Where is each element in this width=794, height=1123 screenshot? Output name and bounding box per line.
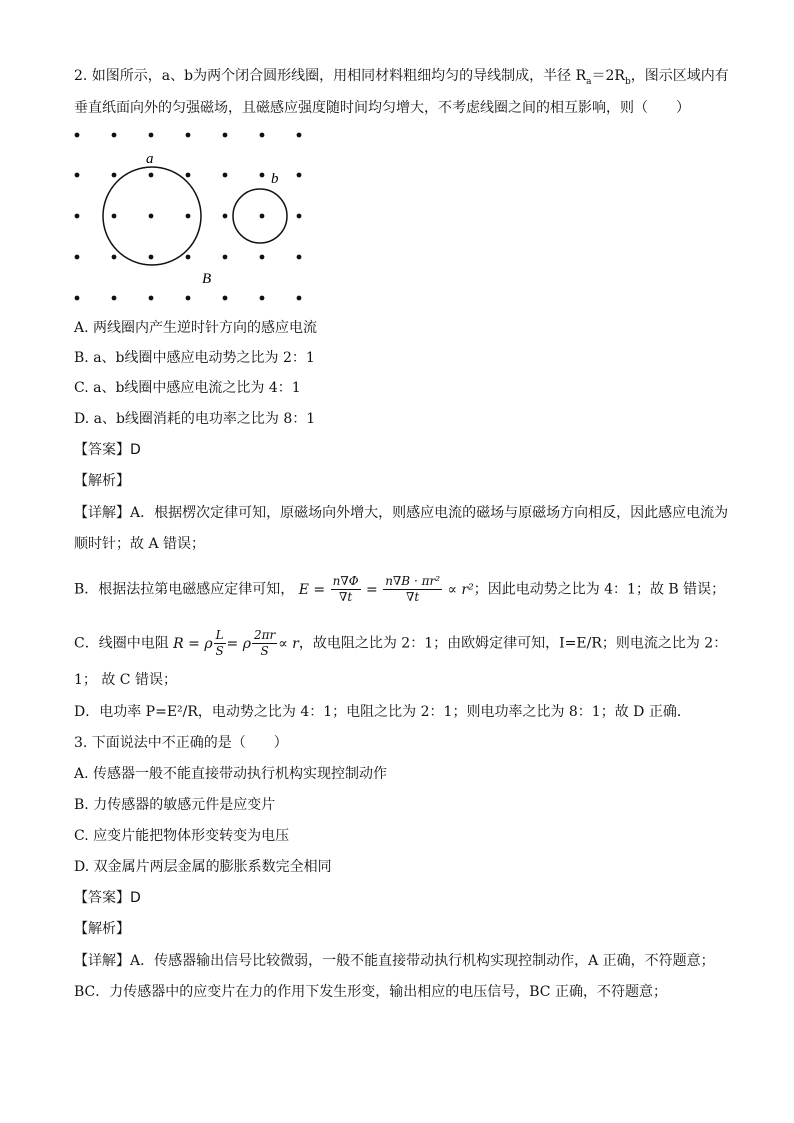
q3-stem: 3. 下面说法中不正确的是（ ） <box>74 735 288 751</box>
field-dot <box>149 296 154 301</box>
field-dot <box>297 173 302 178</box>
field-dot <box>223 296 228 301</box>
field-dot <box>75 255 80 260</box>
field-dot <box>186 133 191 138</box>
q2-figure <box>0 120 320 310</box>
field-dot <box>260 133 265 138</box>
field-dot <box>75 133 80 138</box>
field-dot <box>75 296 80 301</box>
field-dot <box>112 214 117 219</box>
field-dot <box>223 173 228 178</box>
q3-option-a: A. 传感器一般不能直接带动执行机构实现控制动作 <box>74 766 388 782</box>
field-dot <box>223 214 228 219</box>
field-dot <box>260 296 265 301</box>
q2-expl-a-line2: 顺时针；故 A 错误； <box>74 536 206 552</box>
field-B-label: B <box>202 271 212 287</box>
field-dot <box>297 214 302 219</box>
q3-option-d: D. 双金属片两层金属的膨胀系数完全相同 <box>74 859 332 875</box>
field-dot <box>112 255 117 260</box>
q2-expl-b: B．根据法拉第电磁感应定律可知， E = $\frac{n\nabla\Phi}{\nabla t}$ = $\frac{\text{n∇B · πr²}}{\nabla t}$ ∝ r²；因此电动势之比为 4：1；故 B 错误； <box>74 574 726 604</box>
q2-option-d: D. a、b线圈消耗的电功率之比为 8：1 <box>74 411 316 427</box>
formula-emf: E = $\frac{n\nabla\Phi}{\nabla t}$ = $\frac{\text{n∇B · πr²}}{\nabla t}$ ∝ r² <box>298 574 474 604</box>
field-dot <box>75 173 80 178</box>
field-dot <box>186 296 191 301</box>
q3-expl-1: 【详解】A．传感器输出信号比较微弱，一般不能直接带动执行机构实现控制动作，A 正确，不符题意； <box>74 953 715 969</box>
field-dot <box>186 255 191 260</box>
q2-answer: 【答案】D <box>74 442 141 458</box>
field-dot <box>297 255 302 260</box>
formula-resistance: R = ρ $\frac{L}{S}$ = ρ $\frac{2\pi r}{S}$ ∝ r <box>173 628 299 658</box>
field-dot <box>149 214 154 219</box>
field-dot <box>186 173 191 178</box>
q3-answer: 【答案】D <box>74 890 141 906</box>
field-dot <box>186 214 191 219</box>
q2-stem-line-1: 2. 如图所示，a、b为两个闭合圆形线圈，用相同材料粗细均匀的导线制成，半径 $R_a=2R_b$，图示区域内有 <box>74 68 729 87</box>
field-dot <box>223 133 228 138</box>
q2-option-c: C. a、b线圈中感应电流之比为 4：1 <box>74 380 301 396</box>
coil-a-label: a <box>146 151 154 167</box>
field-dot <box>75 214 80 219</box>
field-dot <box>223 255 228 260</box>
q2-analysis-tag: 【解析】 <box>74 473 130 489</box>
q2-expl-d: D．电功率 P=E²/R，电动势之比为 4：1；电阻之比为 2：1；则电功率之比为 8：1；故 D 正确． <box>74 704 691 720</box>
field-dot <box>149 133 154 138</box>
q3-option-c: C. 应变片能把物体形变转变为电压 <box>74 828 290 844</box>
q2-option-a: A. 两线圈内产生逆时针方向的感应电流 <box>74 320 318 336</box>
q3-analysis-tag: 【解析】 <box>74 921 130 937</box>
field-dot <box>112 173 117 178</box>
field-dot <box>297 296 302 301</box>
q2-expl-a-line1: 【详解】A．根据楞次定律可知，原磁场向外增大，则感应电流的磁场与原磁场方向相反，因此感应电流为 <box>74 505 729 521</box>
field-dot <box>260 255 265 260</box>
field-dot <box>149 255 154 260</box>
q2-option-b: B. a、b线圈中感应电动势之比为 2：1 <box>74 350 315 366</box>
field-dot <box>297 133 302 138</box>
coil-b-label: b <box>271 171 279 187</box>
field-dot <box>112 133 117 138</box>
q3-option-b: B. 力传感器的敏感元件是应变片 <box>74 797 276 813</box>
magnetic-field-dots <box>75 133 302 301</box>
field-dot <box>260 214 265 219</box>
q2-expl-c-line2: 1； 故 C 错误； <box>74 672 177 688</box>
field-dot <box>260 173 265 178</box>
q2-stem-line-2: 垂直纸面向外的匀强磁场，且磁感应强度随时间均匀增大，不考虑线圈之间的相互影响，则（ ） <box>74 100 690 116</box>
field-dot <box>149 173 154 178</box>
q3-expl-2: BC．力传感器中的应变片在力的作用下发生形变，输出相应的电压信号，BC 正确，不符题意； <box>74 984 667 1000</box>
q2-expl-c: C．线圈中电阻 R = ρ $\frac{L}{S}$ = ρ $\frac{2\pi r}{S}$ ∝ r，故电阻之比为 2：1；由欧姆定律可知，I=E/R；则电流之比为 2： <box>74 628 728 658</box>
field-dot <box>112 296 117 301</box>
